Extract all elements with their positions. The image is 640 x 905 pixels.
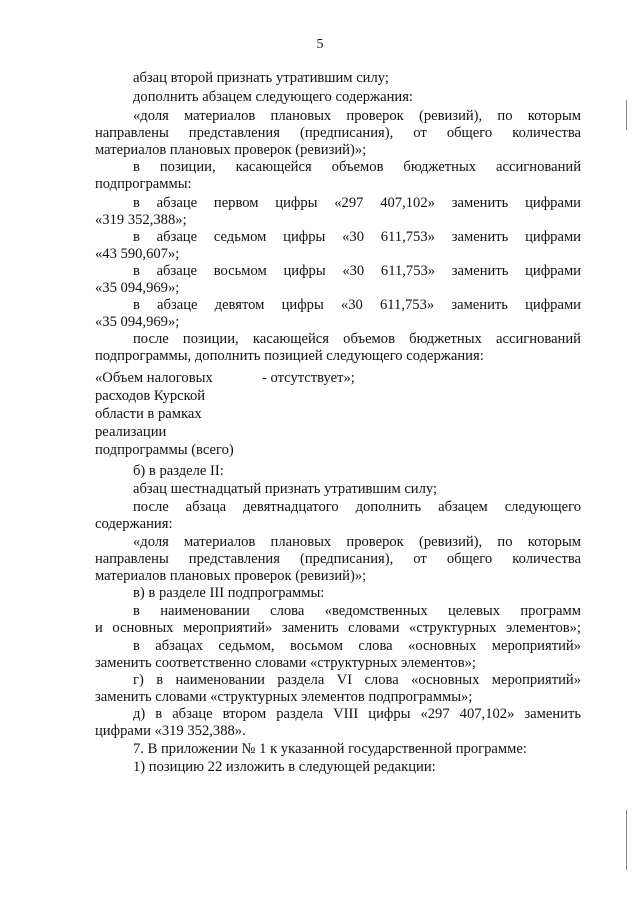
text-line: после абзаца девятнадцатого дополнить абзацем следующего [133, 499, 581, 515]
text-line: в абзацах седьмом, восьмом слова «основных мероприятий» [133, 638, 581, 654]
table-left-cell-line: реализации [95, 424, 167, 440]
text-line: содержания: [95, 516, 173, 532]
text-line: «319 352,388»; [95, 212, 187, 228]
text-line: материалов плановых проверок (ревизий)»; [95, 568, 367, 584]
text-line: г) в наименовании раздела VI слова «основных мероприятий» [133, 672, 581, 688]
text-line: б) в разделе II: [133, 463, 224, 479]
text-line: в) в разделе III подпрограммы: [133, 585, 325, 601]
text-line: подпрограммы: [95, 176, 192, 192]
text-line: «35 094,969»; [95, 314, 180, 330]
text-line: д) в абзаце втором раздела VIII цифры «297 407,102» заменить [133, 706, 581, 722]
text-line: абзац шестнадцатый признать утратившим силу; [133, 481, 438, 497]
text-line: дополнить абзацем следующего содержания: [133, 89, 413, 105]
table-left-cell-line: подпрограммы (всего) [95, 442, 234, 458]
text-line: материалов плановых проверок (ревизий)»; [95, 142, 367, 158]
text-line: направлены представления (предписания), от общего количества [95, 125, 581, 141]
text-line: заменить соответственно словами «структурных элементов»; [95, 655, 476, 671]
text-line: и основных мероприятий» заменить словами «структурных элементов»; [95, 620, 581, 636]
page-number: 5 [316, 37, 324, 52]
text-line: «доля материалов плановых проверок (ревизий), по которым [133, 108, 581, 124]
text-line: подпрограммы, дополнить позицией следующего содержания: [95, 348, 484, 364]
table-left-cell-line: «Объем налоговых [95, 370, 213, 386]
text-line: заменить словами «структурных элементов подпрограммы»; [95, 689, 473, 705]
text-line: цифрами «319 352,388». [95, 723, 246, 739]
text-line: «43 590,607»; [95, 246, 180, 262]
text-line: в абзаце первом цифры «297 407,102» заменить цифрами [133, 195, 581, 211]
table-right-cell: - отсутствует»; [262, 370, 355, 386]
text-line: «35 094,969»; [95, 280, 180, 296]
scan-edge-mark [626, 810, 627, 870]
table-left-cell-line: области в рамках [95, 406, 202, 422]
text-line: в абзаце восьмом цифры «30 611,753» заменить цифрами [133, 263, 581, 279]
scan-edge-mark [626, 100, 627, 130]
text-line: в позиции, касающейся объемов бюджетных ассигнований [133, 159, 581, 175]
text-line: абзац второй признать утратившим силу; [133, 70, 389, 86]
text-line: направлены представления (предписания), от общего количества [95, 551, 581, 567]
text-line: в абзаце седьмом цифры «30 611,753» заменить цифрами [133, 229, 581, 245]
text-line: 7. В приложении № 1 к указанной государственной программе: [133, 741, 527, 757]
text-line: «доля материалов плановых проверок (ревизий), по которым [133, 534, 581, 550]
table-left-cell-line: расходов Курской [95, 388, 206, 404]
text-line: в наименовании слова «ведомственных целевых программ [133, 603, 581, 619]
text-line: в абзаце девятом цифры «30 611,753» заменить цифрами [133, 297, 581, 313]
text-line: после позиции, касающейся объемов бюджетных ассигнований [133, 331, 581, 347]
text-line: 1) позицию 22 изложить в следующей редакции: [133, 759, 436, 775]
